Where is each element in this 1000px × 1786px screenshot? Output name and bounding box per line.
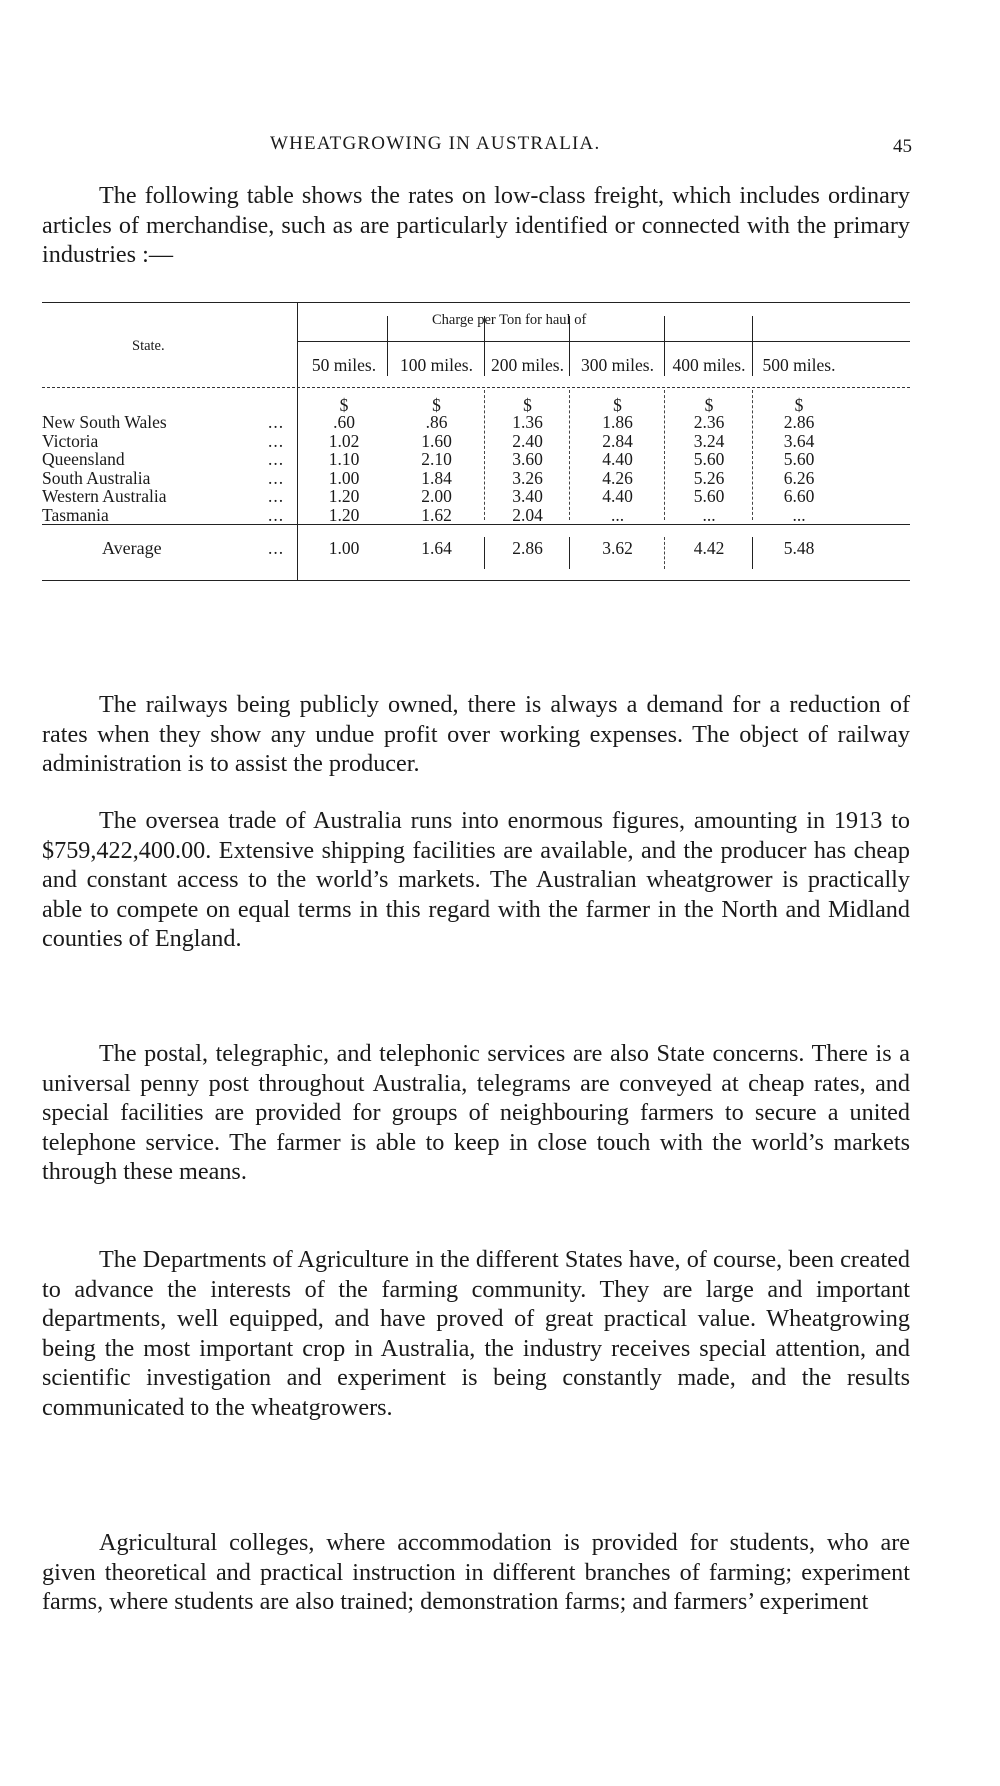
freight-rate-table	[42, 302, 910, 662]
column-divider-1	[387, 316, 388, 376]
rate-cell: 5.60	[693, 449, 725, 470]
rate-cell: ...	[702, 505, 716, 525]
rate-cell: 5.26	[693, 467, 725, 488]
rate-cell: .60	[333, 412, 355, 432]
average-value-500: 5.48	[783, 538, 815, 558]
average-value-50: 1.00	[328, 538, 360, 558]
leader-dots: ...	[268, 449, 285, 470]
rate-cell: 2.36	[693, 412, 725, 432]
rate-cell: 1.10	[328, 449, 360, 470]
currency-symbol: $	[432, 395, 441, 415]
column-divider-5	[752, 316, 753, 376]
state-column-divider	[297, 302, 298, 580]
rate-cell: 4.40	[602, 486, 633, 507]
column-header-rule	[42, 387, 910, 388]
currency-symbol: $	[613, 395, 622, 415]
table-top-rule	[42, 302, 910, 303]
rate-cell: 3.60	[512, 449, 543, 470]
currency-symbol: $	[704, 395, 714, 415]
paragraph-departments-agriculture: The Departments of Agriculture in the different States have, of course, been created to advance the interests of the farming community. They are large and important departments, well equipped, and have proved of great practical value. Wheatgrowing being the most important crop in Australia, the industry receives special attention, and scientific investigation and experiment is being constantly made, and the results communicated to the wheatgrowers.	[42, 1246, 910, 1421]
rate-cell: 4.26	[602, 467, 633, 488]
column-header-500: 500 miles.	[762, 355, 836, 375]
rate-cell: 1.20	[328, 505, 360, 525]
rate-cell: ...	[610, 505, 625, 525]
column-header-200: 200 miles.	[491, 355, 564, 375]
paragraph-agricultural-colleges: Agricultural colleges, where accommodation is provided for students, who are given theoretical and practical instruction in different branches of farming; experiment farms, where students are also trained; demonstration farms; and farmers’ experiment	[42, 1529, 910, 1616]
group-header-rule	[297, 341, 910, 342]
avg-divider-3	[569, 537, 570, 569]
body-divider-4	[664, 390, 665, 520]
rate-cell: 3.64	[783, 430, 815, 451]
column-header-50: 50 miles.	[311, 355, 377, 375]
currency-symbol: $	[339, 395, 349, 415]
paragraph-intro: The following table shows the rates on low-class freight, which includes ordinary articles of merchandise, such as are particularly identified or connected with the primary industries :—	[42, 182, 910, 269]
state-name: Victoria	[42, 430, 99, 451]
leader-dots: ...	[268, 505, 285, 525]
average-label: Average	[102, 538, 162, 558]
rate-cell: 2.04	[512, 505, 543, 525]
rate-cell: 1.02	[328, 430, 360, 451]
body-divider-2	[484, 390, 485, 520]
running-head: WHEATGROWING IN AUSTRALIA.	[270, 133, 601, 154]
state-name: Tasmania	[42, 505, 109, 525]
paragraph-oversea-trade: The oversea trade of Australia runs into enormous figures, amounting in 1913 to $759,422,400.00. Extensive shipping facilities are available, and the producer has cheap and constant access to the world’s markets. The Australian wheatgrower is practically able to compete on equal terms in this regard with the farmer in the North and Midland counties of England.	[42, 807, 910, 953]
paragraph-railways: The railways being publicly owned, there is always a demand for a reduction of rates when they show any undue profit over working expenses. The object of railway administration is to assist the producer.	[42, 691, 910, 778]
rate-cell: 1.60	[421, 430, 452, 451]
rate-cell: 5.60	[783, 449, 815, 470]
rate-cell: .86	[425, 412, 448, 432]
average-value-100: 1.64	[421, 538, 452, 558]
state-column-header: State.	[132, 338, 165, 354]
rate-cell: 1.84	[421, 467, 452, 488]
rate-cell: 2.10	[421, 449, 452, 470]
rate-cell: 2.86	[783, 412, 815, 432]
rate-cell: 5.60	[693, 486, 725, 507]
leader-dots: ...	[268, 467, 285, 488]
column-header-100: 100 miles.	[400, 355, 473, 375]
rate-cell: 1.20	[328, 486, 360, 507]
rate-cell: 4.40	[602, 449, 633, 470]
avg-divider-4	[664, 537, 665, 569]
rate-cell: 1.36	[512, 412, 543, 432]
body-divider-5	[752, 390, 753, 520]
state-name: Queensland	[42, 449, 125, 470]
average-value-300: 3.62	[602, 538, 633, 558]
average-value-200: 2.86	[512, 538, 543, 558]
charge-group-header: Charge per Ton for haul of	[432, 312, 587, 328]
rate-cell: 3.40	[512, 486, 543, 507]
body-divider-3	[569, 390, 570, 520]
column-divider-4	[664, 316, 665, 376]
state-name: Western Australia	[42, 486, 167, 507]
rate-cell: 3.26	[512, 467, 543, 488]
rate-cell: 1.00	[328, 467, 360, 488]
rate-cell: 2.00	[421, 486, 452, 507]
leader-dots: ...	[268, 430, 285, 451]
avg-divider-5	[752, 537, 753, 569]
currency-symbol: $	[523, 395, 532, 415]
rate-cell: 6.60	[783, 486, 815, 507]
currency-symbol: $	[794, 395, 804, 415]
avg-divider-2	[484, 537, 485, 569]
rate-cell: 1.86	[602, 412, 633, 432]
column-header-400: 400 miles.	[672, 355, 746, 375]
table-bottom-rule	[42, 580, 910, 581]
rate-cell: 6.26	[783, 467, 815, 488]
leader-dots: ...	[268, 412, 285, 432]
leader-dots: ...	[268, 538, 285, 558]
rate-cell: 2.84	[602, 430, 633, 451]
paragraph-postal-services: The postal, telegraphic, and telephonic services are also State concerns. There is a universal penny post throughout Australia, telegrams are conveyed at cheap rates, and special facilities are provided for groups of neighbouring farmers to secure a united telephone service. The farmer is able to keep in close touch with the world’s markets through these means.	[42, 1040, 910, 1186]
column-header-300: 300 miles.	[581, 355, 654, 375]
average-value-400: 4.42	[693, 538, 725, 558]
page-number: 45	[893, 136, 912, 157]
rate-cell: ...	[792, 505, 806, 525]
leader-dots: ...	[268, 486, 285, 507]
rate-cell: 3.24	[693, 430, 725, 451]
rate-cell: 2.40	[512, 430, 543, 451]
rate-cell: 1.62	[421, 505, 452, 525]
state-name: New South Wales	[42, 412, 167, 432]
state-name: South Australia	[42, 467, 151, 488]
